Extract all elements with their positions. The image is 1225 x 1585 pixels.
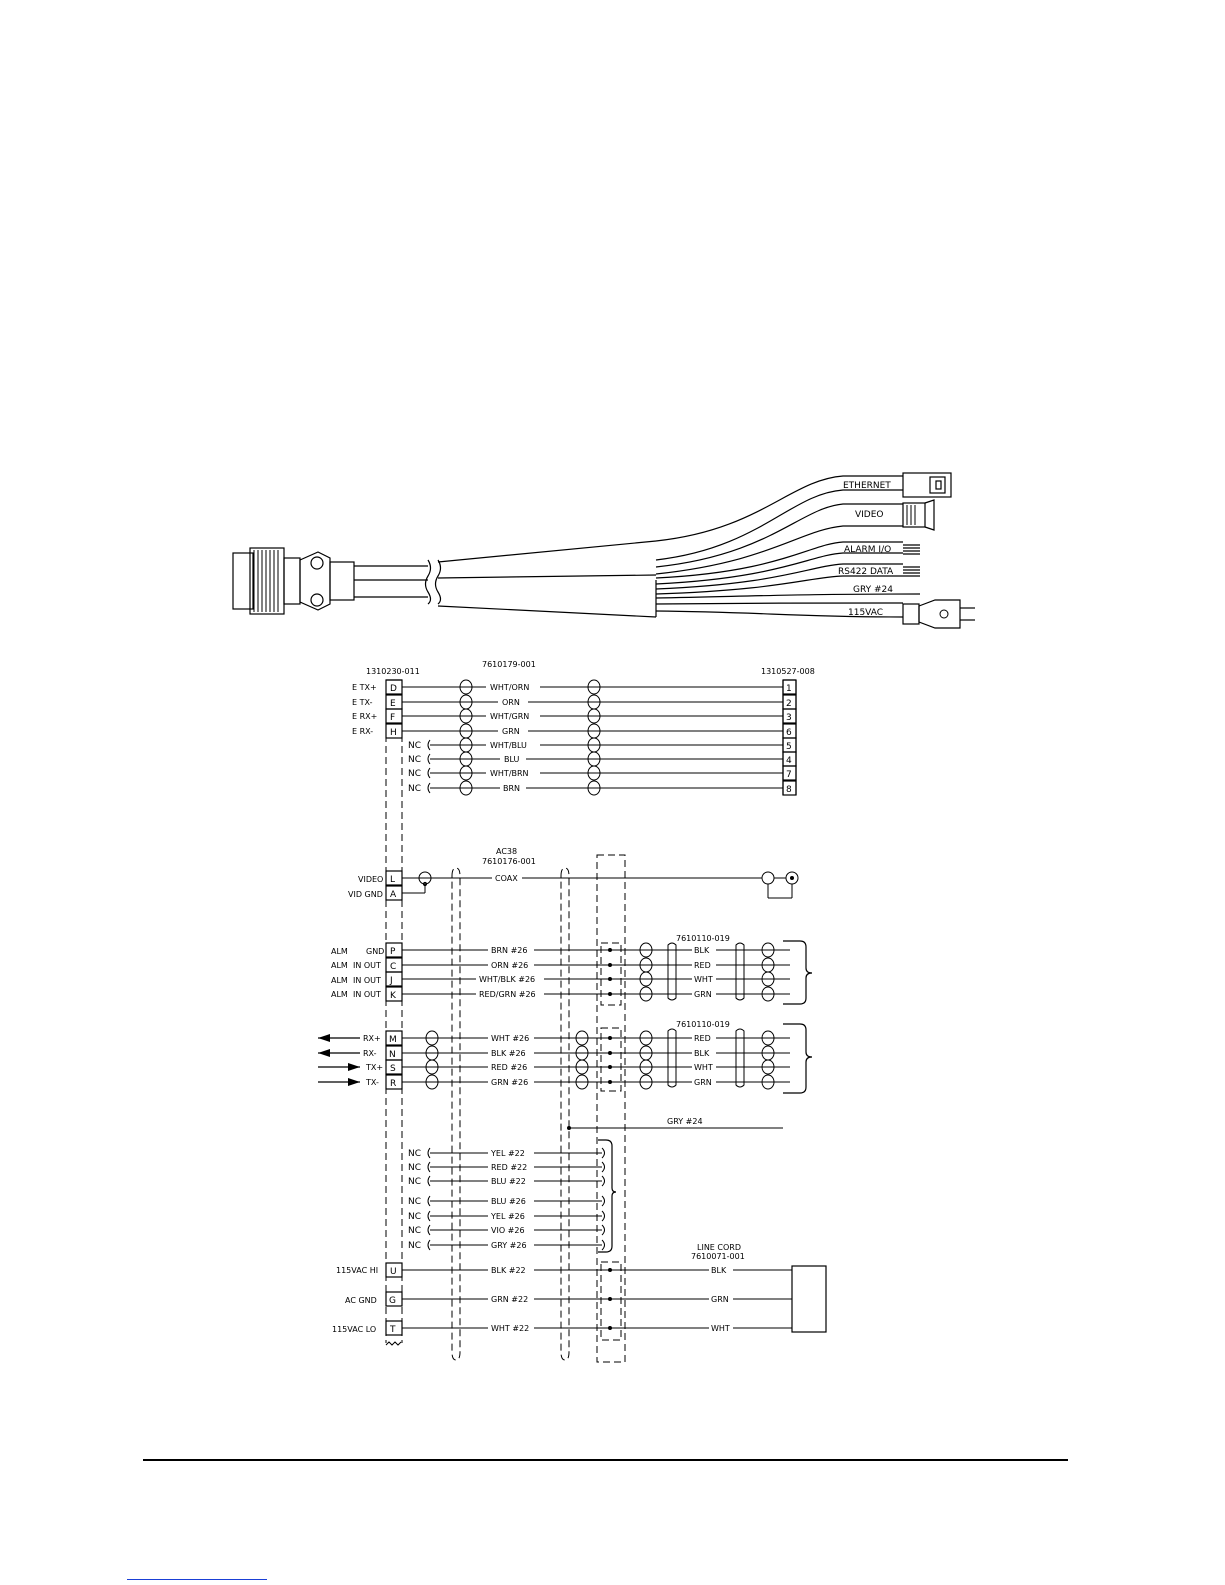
wire-label: GRN #26 — [491, 1078, 529, 1087]
115vac-label: 115VAC — [848, 608, 884, 618]
pin-label: P — [390, 947, 396, 957]
pin-label: J — [390, 976, 393, 986]
nc-label: NC — [408, 1177, 422, 1187]
alarm-row — [331, 943, 790, 957]
signal-label: TX- — [366, 1078, 379, 1087]
rj45-pin-label: 7 — [786, 770, 792, 780]
pin-label: L — [390, 875, 396, 885]
pin-label: M — [389, 1035, 397, 1045]
coax-section — [348, 847, 798, 900]
ethernet-row — [352, 695, 796, 709]
signal-label: ALM — [331, 990, 348, 999]
wire-label: BLU — [504, 755, 520, 764]
wire-label: BRN — [503, 784, 521, 793]
signal-label: ALM — [331, 947, 348, 956]
out-wire-label: GRN — [694, 990, 712, 999]
signal-label: E RX- — [352, 727, 374, 736]
alarm-cable-part: 7610110-019 — [676, 934, 730, 943]
ethernet-row-nc — [408, 766, 796, 780]
signal-label: ALM — [331, 961, 348, 970]
wire-label: YEL #26 — [491, 1212, 525, 1221]
wire-label: WHT #26 — [491, 1034, 530, 1043]
nc-label: NC — [408, 741, 422, 751]
power-row — [345, 1292, 792, 1306]
footer-link-underline[interactable] — [127, 1579, 267, 1580]
signal-label: 115VAC HI — [336, 1266, 379, 1275]
gry24-label: GRY #24 — [853, 585, 894, 595]
ethernet-label: ETHERNET — [843, 481, 891, 491]
cable-part: 7610179-001 — [482, 660, 536, 669]
ethernet-row — [352, 680, 796, 694]
signal-label: E TX- — [352, 698, 373, 707]
spare-row — [408, 1161, 605, 1173]
wire-label: ORN — [502, 698, 520, 707]
wire-label: WHT/BRN — [490, 769, 529, 778]
out-wire-label: WHT — [694, 1063, 713, 1072]
arrow-left-icon — [318, 1049, 330, 1057]
rs422-row — [318, 1060, 790, 1074]
alarm-io-label: ALARM I/O — [844, 545, 892, 555]
bnc-connector-icon — [903, 500, 934, 530]
rj45-pin-label: 2 — [786, 699, 792, 709]
rj45-plug-icon — [903, 473, 951, 497]
circular-connector — [233, 548, 354, 614]
coax-title: AC38 — [496, 847, 518, 856]
pin-label: F — [390, 713, 396, 723]
wire-label: ORN #26 — [491, 961, 529, 970]
wire-label: BLU #26 — [491, 1197, 526, 1206]
pin-label: S — [390, 1064, 396, 1074]
signal-label: RX- — [363, 1049, 377, 1058]
rj45-pin-label: 8 — [786, 785, 792, 795]
video-signal-label: VIDEO — [358, 875, 384, 884]
wire-label: WHT/GRN — [490, 712, 530, 721]
nc-label: NC — [408, 1241, 422, 1251]
coax-label: COAX — [495, 874, 518, 883]
nc-label: NC — [408, 1163, 422, 1173]
wire-label: BRN #26 — [491, 946, 528, 955]
line-cord-title: LINE CORD — [697, 1243, 741, 1252]
ethernet-row-nc — [408, 752, 796, 766]
alarm-leads-icon — [903, 545, 920, 554]
spare-wires — [598, 1140, 616, 1252]
pin-label: A — [390, 890, 397, 900]
spare-row — [408, 1147, 605, 1159]
pin-label: T — [390, 1325, 396, 1335]
rj45-pin-label: 4 — [786, 756, 792, 766]
spare-row — [408, 1175, 605, 1187]
rj45-pin-label: 1 — [786, 684, 792, 694]
out-wire-label: RED — [694, 1034, 711, 1043]
wire-label: YEL #22 — [491, 1149, 525, 1158]
alarm-row — [331, 987, 790, 1001]
pin-label: R — [390, 1079, 397, 1089]
cable-assembly-drawing — [233, 473, 975, 628]
spare-row — [408, 1195, 605, 1207]
wire-label: WHT/BLU — [490, 741, 527, 750]
pin-label: U — [390, 1267, 397, 1277]
rs422-data-label: RS422 DATA — [838, 567, 894, 577]
pin-label: C — [390, 962, 397, 972]
wire-label: GRN — [502, 727, 520, 736]
rs422-cable-part: 7610110-019 — [676, 1020, 730, 1029]
wire-label: WHT/ORN — [490, 683, 530, 692]
signal-label: E RX+ — [352, 712, 378, 721]
pin-label: K — [390, 991, 396, 1001]
wire-label: BLK #26 — [491, 1049, 526, 1058]
rs422-row — [318, 1031, 790, 1045]
out-wire-label: GRN — [694, 1078, 712, 1087]
wire-label: RED #22 — [491, 1163, 528, 1172]
signal-label: TX+ — [366, 1063, 384, 1072]
rs422-row — [318, 1075, 790, 1089]
power-row — [332, 1321, 792, 1335]
power-plug-icon — [903, 600, 975, 628]
out-wire-label: BLK — [711, 1266, 727, 1275]
ethernet-row — [352, 709, 796, 723]
spare-row — [408, 1239, 605, 1251]
out-wire-label: BLK — [694, 1049, 710, 1058]
out-wire-label: WHT — [694, 975, 713, 984]
wire-label: RED #26 — [491, 1063, 528, 1072]
wire-label: GRN #22 — [491, 1295, 529, 1304]
shield-tubes — [452, 855, 625, 1362]
signal-label: GND — [366, 947, 385, 956]
arrow-right-icon — [348, 1063, 360, 1071]
line-cord-part: 7610071-001 — [691, 1252, 745, 1261]
signal-label: AC GND — [345, 1296, 377, 1305]
nc-label: NC — [408, 1212, 422, 1222]
rs422-leads-icon — [903, 567, 920, 576]
nc-label: NC — [408, 1197, 422, 1207]
out-wire-label: BLK — [694, 946, 710, 955]
ethernet-row — [352, 724, 796, 738]
wire-label: VIO #26 — [491, 1226, 525, 1235]
drain-wire — [567, 1117, 783, 1130]
nc-label: NC — [408, 784, 422, 794]
out-wire-label: RED — [694, 961, 711, 970]
rs422-row — [318, 1046, 790, 1060]
wire-label: BLK #22 — [491, 1266, 526, 1275]
wire-label: WHT #22 — [491, 1324, 530, 1333]
rj45-pin-label: 6 — [786, 728, 792, 738]
signal-label: IN OUT — [353, 990, 381, 999]
pin-label: D — [390, 684, 397, 694]
nc-label: NC — [408, 769, 422, 779]
drain-label: GRY #24 — [667, 1117, 703, 1126]
signal-label: RX+ — [363, 1034, 381, 1043]
pin-label: E — [390, 699, 396, 709]
vid-gnd-signal-label: VID GND — [348, 890, 383, 899]
out-wire-label: WHT — [711, 1324, 730, 1333]
pin-label: N — [389, 1050, 396, 1060]
signal-label: 115VAC LO — [332, 1325, 377, 1334]
signal-label: IN OUT — [353, 976, 381, 985]
signal-label: ALM — [331, 976, 348, 985]
nc-label: NC — [408, 755, 422, 765]
signal-label: E TX+ — [352, 683, 377, 692]
signal-label: IN OUT — [353, 961, 381, 970]
arrow-right-icon — [348, 1078, 360, 1086]
pin-label: G — [389, 1296, 396, 1306]
spare-row — [408, 1224, 605, 1236]
nc-label: NC — [408, 1226, 422, 1236]
out-wire-label: GRN — [711, 1295, 729, 1304]
power-row — [336, 1263, 792, 1277]
nc-label: NC — [408, 1149, 422, 1159]
video-label: VIDEO — [855, 510, 884, 520]
right-connector-part: 1310527-008 — [761, 667, 815, 676]
rj45-pin-label: 3 — [786, 713, 792, 723]
pin-label: H — [390, 728, 397, 738]
arrow-left-icon — [318, 1034, 330, 1042]
cable-trunk — [354, 541, 656, 617]
wire-label: RED/GRN #26 — [479, 990, 536, 999]
left-connector-body — [386, 680, 402, 1345]
rj45-pin-label: 5 — [786, 742, 792, 752]
coax-part: 7610176-001 — [482, 857, 536, 866]
wire-label: GRY #26 — [491, 1241, 527, 1250]
wire-label: BLU #22 — [491, 1177, 526, 1186]
left-connector-part: 1310230-011 — [366, 667, 420, 676]
wire-label: WHT/BLK #26 — [479, 975, 536, 984]
ethernet-row-nc — [408, 738, 796, 752]
ethernet-row-nc — [408, 781, 796, 795]
spare-row — [408, 1210, 605, 1222]
schematic — [318, 660, 826, 1362]
plug-box — [792, 1266, 826, 1332]
